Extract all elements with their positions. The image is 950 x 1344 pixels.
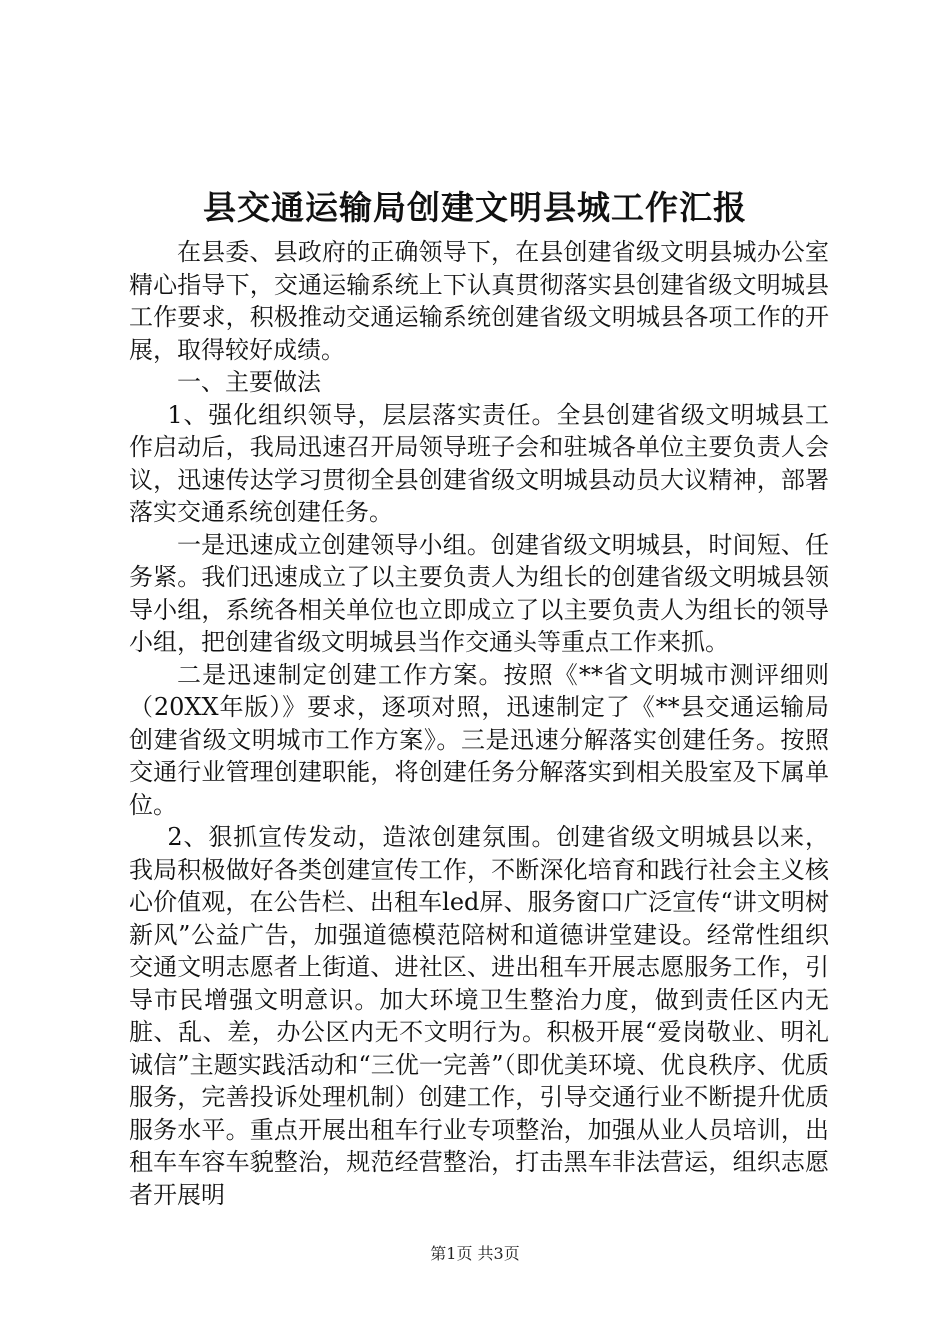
document-body <box>129 236 829 1211</box>
document-title: 县交通运输局创建文明县城工作汇报 <box>203 188 747 227</box>
section-heading-main-practices: 一、主要做法 <box>177 368 321 396</box>
page-number-footer: 第1页 共3页 <box>430 1244 520 1263</box>
paragraph-point-2: 2、狠抓宣传发动，造浓创建氛围。创建省级文明城县以来，我局积极做好各类创建宣传工作，不断深化培育和践行社会主义核心价值观，在公告栏、出租车led屏、服务窗口广泛宣传“讲文明树新风”公益广告，加强道德模范陪树和道德讲堂建设。经常性组织交通文明志愿者上街道、进社区、进出租车开展志愿服务工作，引导市民增强文明意识。加大环境卫生整治力度，做到责任区内无脏、乱、差，办公区内无不文明行为。积极开展“爱岗敬业、明礼诚信”主题实践活动和“三优一完善”（即优美环境、优良秩序、优质服务，完善投诉处理机制）创建工作，引导交通行业不断提升优质服务水平。重点开展出租车行业专项整治，加强从业人员培训，出租车车容车貌整治，规范经营整治，打击黑车非法营运，组织志愿者开展明 <box>129 823 829 1209</box>
paragraph-point-1: 1、强化组织领导，层层落实责任。全县创建省级文明城县工作启动后，我局迅速召开局领导班子会和驻城各单位主要负责人会议，迅速传达学习贯彻全县创建省级文明城县动员大议精神，部署落实交通系统创建任务。 <box>129 400 829 526</box>
paragraph-first-measure: 一是迅速成立创建领导小组。创建省级文明城县，时间短、任务紧。我们迅速成立了以主要负责人为组长的创建省级文明城县领导小组，系统各相关单位也立即成立了以主要负责人为组长的领导小组，把创建省级文明城县当作交通头等重点工作来抓。 <box>129 530 829 656</box>
paragraph-intro: 在县委、县政府的正确领导下，在县创建省级文明县城办公室精心指导下，交通运输系统上下认真贯彻落实县创建省级文明城县工作要求，积极推动交通运输系统创建省级文明城县各项工作的开展，取得较好成绩。 <box>129 238 829 364</box>
paragraph-second-measure: 二是迅速制定创建工作方案。按照《**省文明城市测评细则（20XX年版）》要求，逐项对照，迅速制定了《**县交通运输局创建省级文明城市工作方案》。三是迅速分解落实创建任务。按照交通行业管理创建职能，将创建任务分解落实到相关股室及下属单位。 <box>129 660 829 819</box>
